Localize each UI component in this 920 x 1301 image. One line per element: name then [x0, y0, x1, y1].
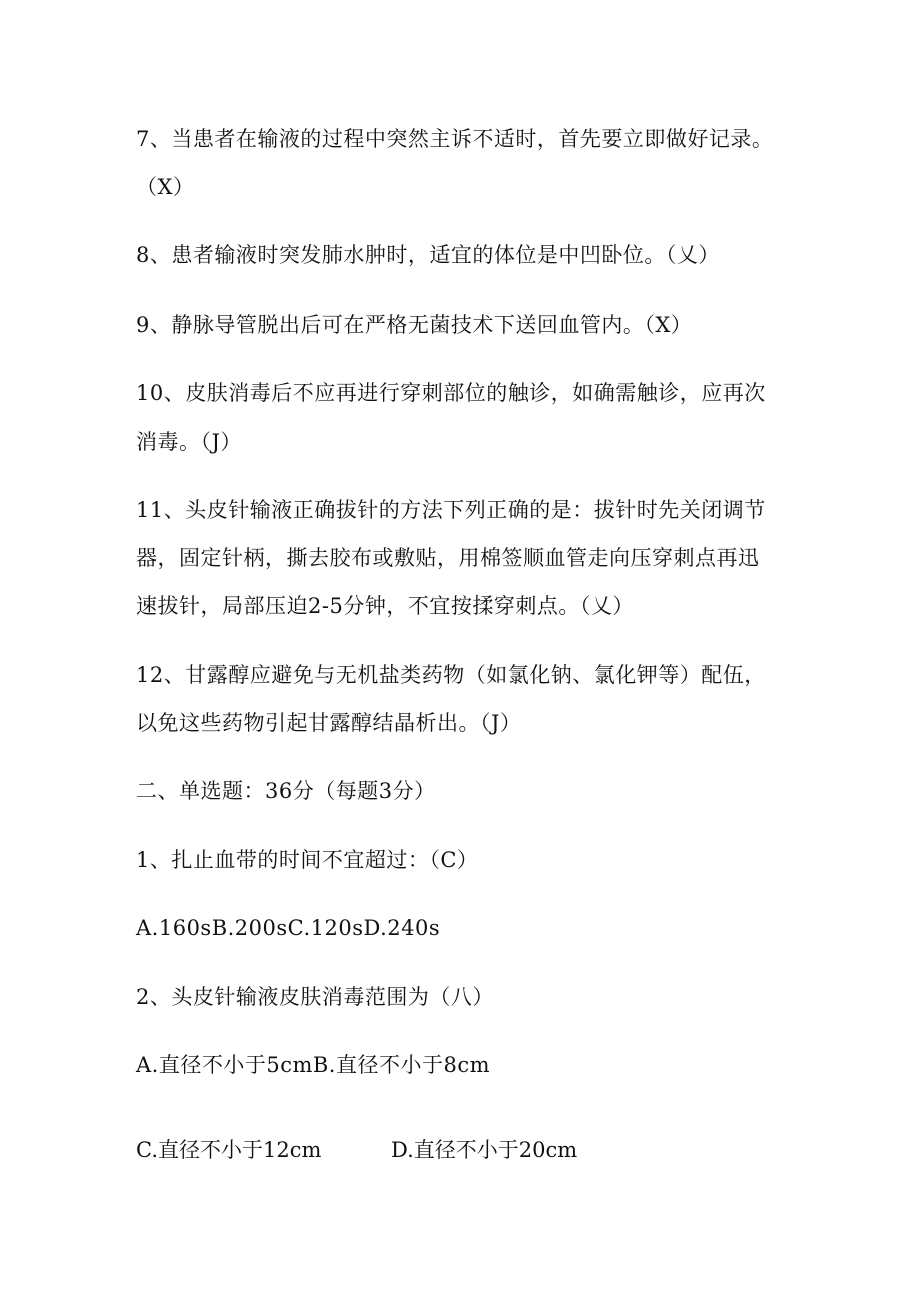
mc2-option-c: C.直径不小于12cm — [136, 1138, 322, 1162]
q11-text-line3: 速拔针，局部压迫2-5分钟，不宜按揉穿刺点。（乂） — [136, 594, 634, 618]
q11-text-line1: 11、头皮针输液正确拔针的方法下列正确的是：拔针时先关闭调节 — [136, 498, 766, 522]
q12-text-line1: 12、甘露醇应避免与无机盐类药物（如氯化钠、氯化钾等）配伍， — [136, 663, 766, 687]
q9-text: 9、静脉导管脱出后可在严格无菌技术下送回血管内。（X） — [136, 313, 693, 337]
mc1-options: A.160sB.200sC.120sD.240s — [136, 916, 441, 940]
q7-text: 7、当患者在输液的过程中突然主诉不适时，首先要立即做好记录。 — [136, 127, 774, 151]
mc2-question: 2、头皮针输液皮肤消毒范围为（八） — [136, 985, 494, 1009]
q11-text-line2: 器，固定针柄，撕去胶布或敷贴，用棉签顺血管走向压穿刺点再迅 — [136, 546, 760, 570]
mc2-options-ab: A.直径不小于5cmB.直径不小于8cm — [136, 1053, 491, 1077]
q8-text: 8、患者输液时突发肺水肿时，适宜的体位是中凹卧位。（乂） — [136, 243, 720, 267]
q10-text-line2: 消毒。（J） — [136, 430, 242, 454]
mc1-question: 1、扎止血带的时间不宜超过：（C） — [136, 848, 479, 872]
section-heading: 二、单选题：36分（每题3分） — [136, 779, 436, 803]
q7-answer: （X） — [136, 175, 195, 199]
q10-text-line1: 10、皮肤消毒后不应再进行穿刺部位的触诊，如确需触诊，应再次 — [136, 381, 766, 405]
q12-text-line2: 以免这些药物引起甘露醇结晶析出。（J） — [136, 711, 522, 735]
mc2-option-d: D.直径不小于20cm — [391, 1138, 578, 1162]
